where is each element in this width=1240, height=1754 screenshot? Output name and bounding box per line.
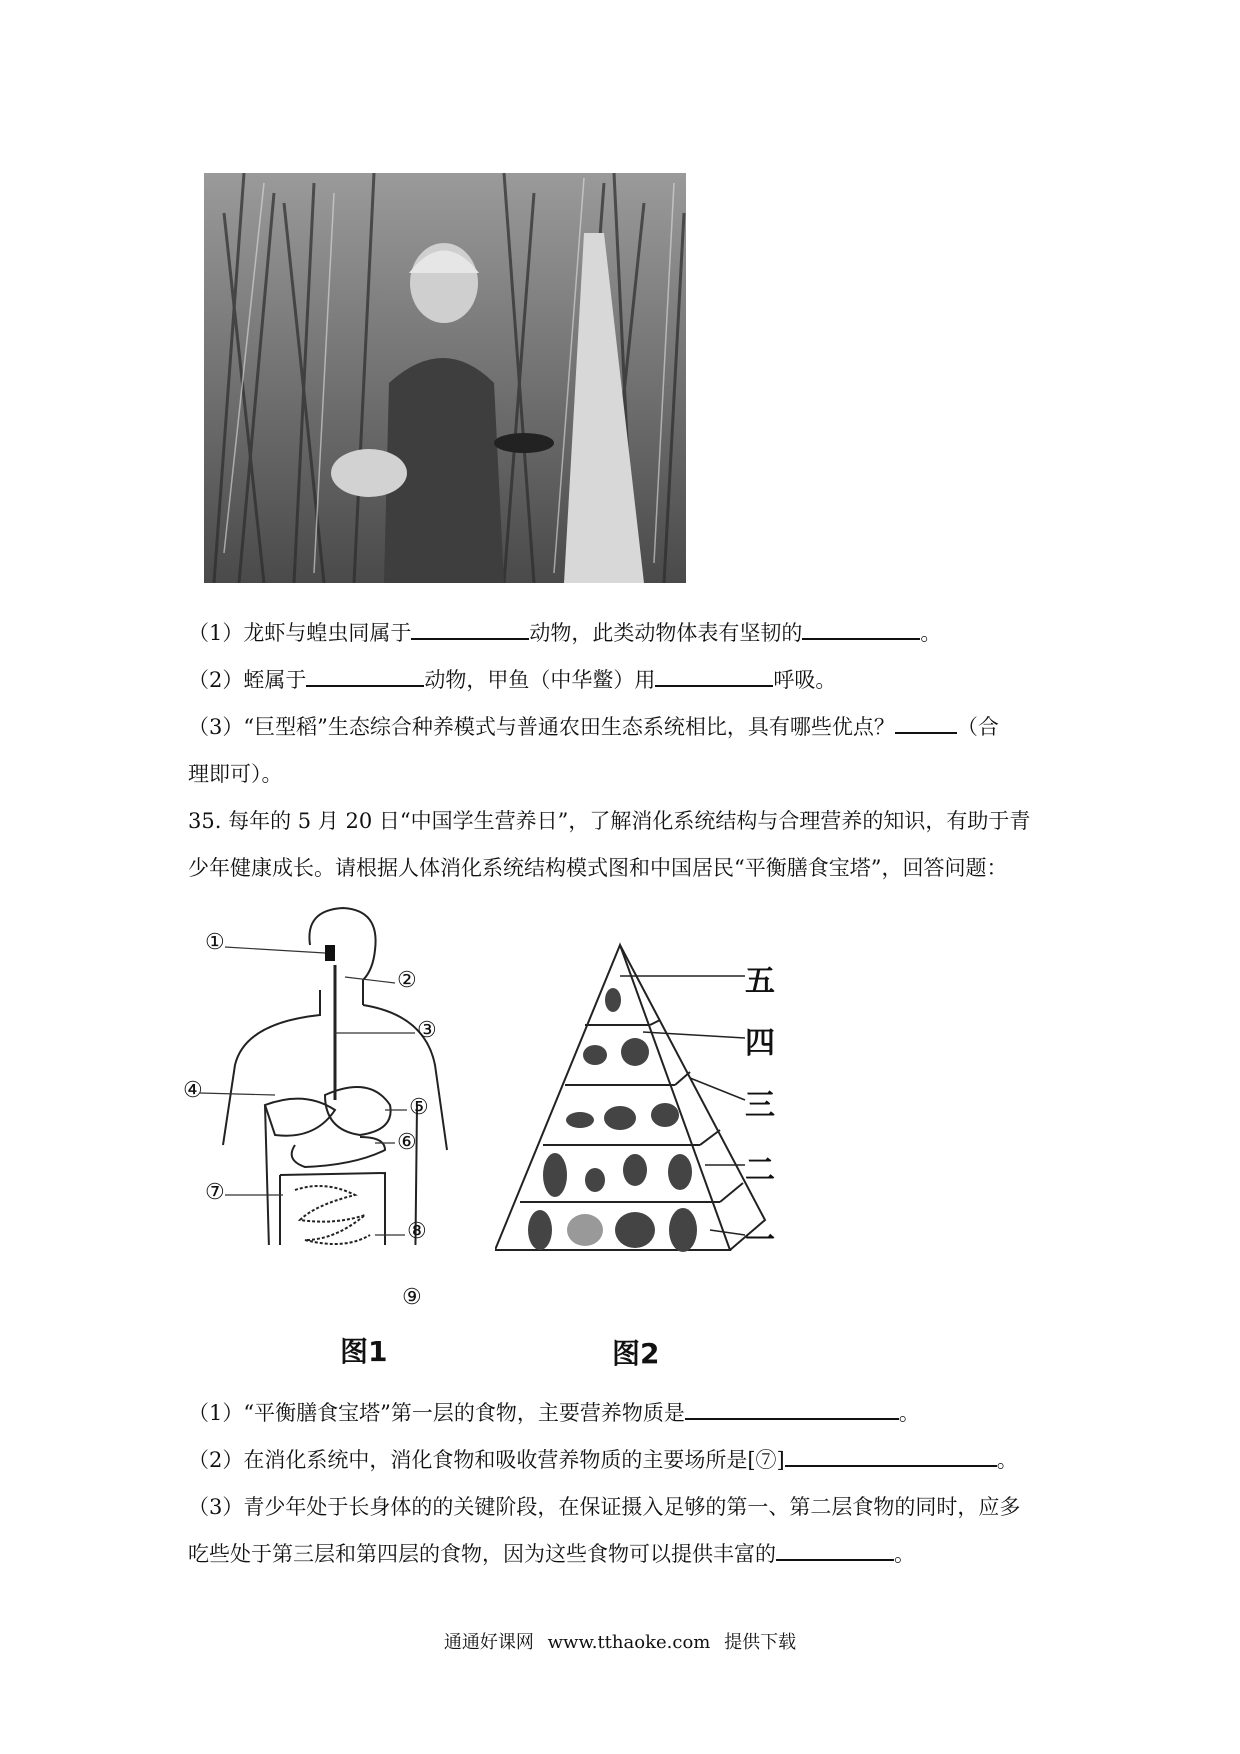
rice-field-photo <box>204 173 686 583</box>
fig1-label-9: ⑨ <box>402 1285 422 1310</box>
digestive-system-diagram <box>185 905 485 1245</box>
q35-intro-line2: 少年健康成长。请根据人体消化系统结构模式图和中国居民“平衡膳食宝塔”，回答问题： <box>188 856 1008 880</box>
fig1-label-1: ① <box>205 930 225 955</box>
basin <box>331 449 407 497</box>
q34-sub1-blank-1[interactable] <box>411 618 529 640</box>
pyramid-layer-3: 三 <box>745 1088 775 1123</box>
q35-intro-line1: 35. 每年的 5 月 20 日“中国学生营养日”，了解消化系统结构与合理营养的知识，有助于青 <box>188 809 1031 833</box>
pyramid-layer-1: 一 <box>745 1223 775 1258</box>
q35-sub3-blank[interactable] <box>776 1539 894 1561</box>
q35-sub1 <box>188 1398 920 1428</box>
q35-sub1-text-b: 。 <box>898 1401 920 1425</box>
rice-field-photo-drawing <box>204 173 686 583</box>
pyramid-side <box>620 945 765 1250</box>
q35-sub2-blank[interactable] <box>785 1445 997 1467</box>
q35-sub2-text-b: 。 <box>996 1448 1018 1472</box>
fig1-label-6: ⑥ <box>397 1130 417 1155</box>
q35-sub3-line1: （3）青少年处于长身体的的关键阶段，在保证摄入足够的第一、第二层食物的同时，应多 <box>188 1495 1021 1519</box>
fig1-label-2: ② <box>397 968 417 993</box>
q35-sub1-text-a: （1）“平衡膳食宝塔”第一层的食物，主要营养物质是 <box>188 1401 685 1425</box>
q34-sub1-text-a: （1）龙虾与蝗虫同属于 <box>188 621 412 645</box>
q35-sub3-text-b: 。 <box>894 1542 915 1566</box>
fig1-label-8: ⑧ <box>407 1219 427 1244</box>
fig1-label-3: ③ <box>417 1018 437 1043</box>
q35-sub1-blank[interactable] <box>685 1398 899 1420</box>
q34-sub2-blank-2[interactable] <box>655 665 773 687</box>
page-footer <box>0 1628 1240 1654</box>
q34-sub1-blank-2[interactable] <box>802 618 920 640</box>
q35-sub3-line2 <box>188 1539 915 1569</box>
q34-sub2 <box>188 665 836 695</box>
fig1-label-4: ④ <box>183 1078 203 1103</box>
footer-url[interactable]: www.tthaoke.com <box>547 1632 711 1653</box>
q34-sub3-blank[interactable] <box>895 712 957 734</box>
q35-sub2-text-a: （2）在消化系统中，消化食物和吸收营养物质的主要场所是[⑦] <box>188 1448 785 1472</box>
q34-sub1-text-c: 。 <box>920 621 942 645</box>
q34-sub3-line1 <box>188 712 999 742</box>
footer-site-name: 通通好课网 <box>443 1632 534 1653</box>
q34-sub3-text-a: （3）“巨型稻”生态综合种养模式与普通农田生态系统相比，具有哪些优点？ <box>188 715 895 739</box>
pyramid-layer-5: 五 <box>745 964 775 999</box>
figure-1-digestive-system <box>185 905 485 1245</box>
figure-2-food-pyramid <box>495 940 855 1310</box>
figure-2-caption: 图2 <box>612 1337 660 1370</box>
q34-sub2-text-b: 动物，甲鱼（中华鳖）用 <box>424 668 656 692</box>
q34-sub2-text-c: 呼吸。 <box>773 668 837 692</box>
figure-1-caption: 图1 <box>340 1335 388 1368</box>
q35-sub2 <box>188 1445 1018 1475</box>
food-pyramid-diagram <box>495 940 855 1310</box>
fig1-label-7: ⑦ <box>205 1180 225 1205</box>
q34-sub2-blank-1[interactable] <box>306 665 424 687</box>
fig1-label-5: ⑤ <box>409 1095 429 1120</box>
q35-sub3-text-a: 吃些处于第三层和第四层的食物，因为这些食物可以提供丰富的 <box>188 1542 776 1566</box>
q34-sub3-text-b: （合 <box>956 715 999 739</box>
small-intestine <box>295 1186 370 1244</box>
pyramid-layer-4: 四 <box>745 1026 775 1061</box>
footer-suffix: 提供下载 <box>724 1632 797 1653</box>
liver <box>265 1099 335 1136</box>
pancreas <box>292 1137 385 1167</box>
pyramid-layer-2: 二 <box>745 1153 775 1188</box>
q34-sub3-line2: 理即可）。 <box>188 762 283 786</box>
q34-sub2-text-a: （2）蛭属于 <box>188 668 307 692</box>
q34-sub1 <box>188 618 941 648</box>
q34-sub1-text-b: 动物，此类动物体表有坚韧的 <box>529 621 803 645</box>
